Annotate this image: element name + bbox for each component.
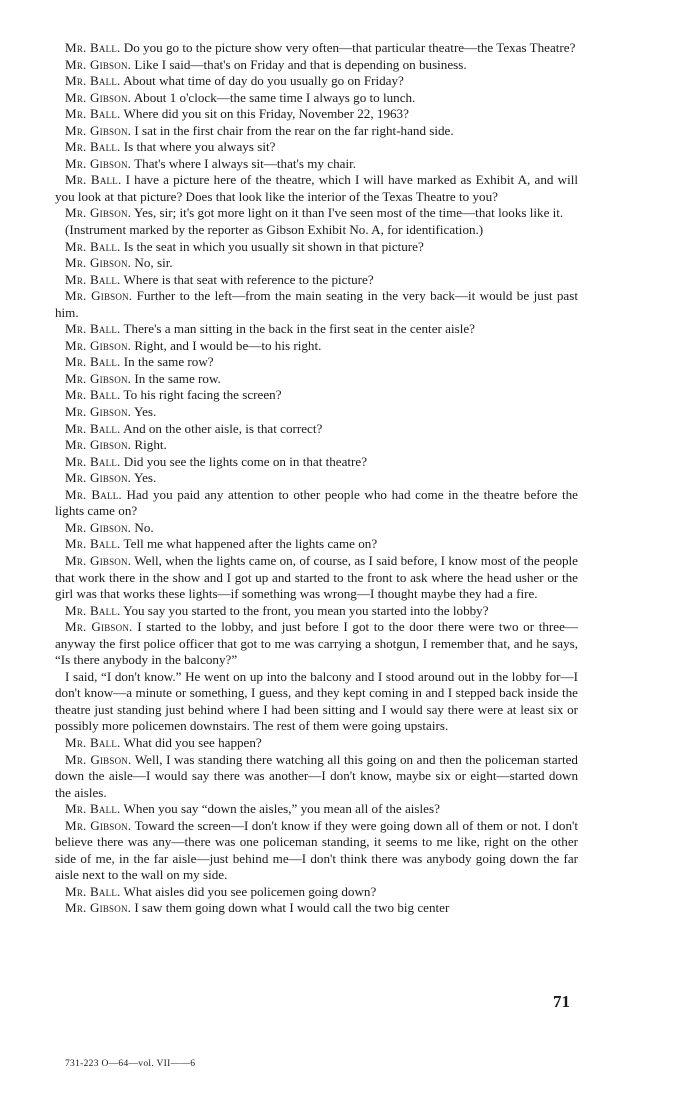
testimony-paragraph: [55, 371, 578, 388]
speaker-name: Mr. Ball.: [65, 40, 121, 55]
speaker-name: Mr. Ball.: [65, 139, 121, 155]
paragraph-text: About 1 o'clock—the same time I always go to lunch.: [133, 89, 416, 105]
speaker-name: Mr. Ball.: [65, 271, 121, 287]
testimony-paragraph: [55, 106, 578, 123]
speaker-name: Mr. Gibson.: [65, 817, 132, 833]
paragraph-text: There's a man sitting in the back in the first seat in the center aisle?: [123, 321, 475, 337]
speaker-name: Mr. Gibson.: [65, 470, 132, 486]
paragraph-text: In the same row?: [123, 354, 214, 370]
testimony-paragraph: [55, 553, 578, 603]
speaker-name: Mr. Gibson.: [65, 619, 133, 635]
testimony-paragraph: [55, 156, 578, 173]
speaker-name: Mr. Gibson.: [65, 751, 132, 767]
testimony-paragraph: [55, 172, 578, 205]
paragraph-text: Do you go to the picture show very often—that particular theatre—the Texas Theatre?: [123, 40, 576, 55]
note-paragraph: [55, 222, 578, 239]
paragraph-text: Yes.: [133, 404, 157, 420]
paragraph-text: I started to the lobby, and just before I got to the door there were two or three—anyway the first police officer that got to me was carrying a shotgun, I remember that, and he says, “Is there anybody in the balcony?”: [55, 619, 578, 668]
paragraph-text: When you say “down the aisles,” you mean all of the aisles?: [123, 801, 440, 817]
testimony-paragraph: [55, 437, 578, 454]
testimony-paragraph: [55, 404, 578, 421]
paragraph-text: No.: [134, 519, 154, 535]
paragraph-text: And on the other aisle, is that correct?: [123, 420, 323, 436]
paragraph-text: I saw them going down what I would call the two big center: [134, 900, 450, 916]
speaker-name: Mr. Ball.: [65, 420, 121, 436]
testimony-paragraph: [55, 818, 578, 884]
paragraph-text: Is the seat in which you usually sit shown in that picture?: [123, 238, 424, 254]
speaker-name: Mr. Ball.: [65, 321, 121, 337]
testimony-paragraph: [55, 354, 578, 371]
speaker-name: Mr. Gibson.: [65, 288, 133, 304]
paragraph-text: Toward the screen—I don't know if they were going down all of them or not. I don't believe there was any—there was one policeman standing, it seems to me like, right on the other side of me, in the far aisle—just behind me—I don't think there was anybody going down the far aisle next to the wall on my side.: [55, 817, 578, 883]
testimony-paragraph: [55, 239, 578, 256]
testimony-paragraph: [55, 387, 578, 404]
speaker-name: Mr. Ball.: [65, 536, 121, 552]
speaker-name: Mr. Gibson.: [65, 205, 132, 221]
paragraph-text: That's where I always sit—that's my chair.: [134, 155, 356, 171]
paragraph-text: I have a picture here of the theatre, which I will have marked as Exhibit A, and will you look at that picture? Does that look like the interior of the Texas Theatre to you?: [55, 172, 578, 204]
speaker-name: Mr. Ball.: [65, 734, 121, 750]
speaker-name: Mr. Ball.: [65, 883, 121, 899]
testimony-paragraph: [55, 801, 578, 818]
paragraph-text: You say you started to the front, you mean you started into the lobby?: [123, 602, 489, 618]
paragraph-text: Yes, sir; it's got more light on it than I've seen most of the time—that looks like it.: [133, 205, 564, 221]
print-footer: 731-223 O—64—vol. VII——6: [65, 1059, 196, 1069]
paragraph-text: Well, when the lights came on, of course, as I said before, I know most of the people that work there in the show and I got up and started to the front to ask where the head usher or the girl was that works these lights—if something was wrong—I thought maybe they had a fire.: [55, 552, 578, 602]
testimony-paragraph: [55, 272, 578, 289]
testimony-paragraph: [55, 57, 578, 74]
note-paragraph: [55, 669, 578, 735]
paragraph-text: Right, and I would be—to his right.: [134, 337, 322, 353]
speaker-name: Mr. Gibson.: [65, 89, 132, 105]
speaker-name: Mr. Gibson.: [65, 519, 132, 535]
paragraph-text: I sat in the first chair from the rear on the far right-hand side.: [134, 122, 454, 138]
speaker-name: Mr. Ball.: [65, 453, 121, 469]
testimony-paragraph: [55, 288, 578, 321]
speaker-name: Mr. Gibson.: [65, 255, 132, 271]
speaker-name: Mr. Gibson.: [65, 404, 132, 420]
testimony-paragraph: [55, 487, 578, 520]
testimony-paragraph: [55, 139, 578, 156]
paragraph-text: I said, “I don't know.” He went on up into the balcony and I stood around out in the lobby for—I don't know—a minute or something, I guess, and they kept coming in and I stepped back inside the theatre just standing just behind where I had been sitting and I would say there were at least six or possibly more policemen downstairs. The rest of them were going upstairs.: [55, 668, 578, 734]
testimony-paragraph: [55, 536, 578, 553]
speaker-name: Mr. Ball.: [65, 172, 122, 188]
testimony-body: [55, 40, 578, 917]
speaker-name: Mr. Gibson.: [65, 437, 132, 453]
testimony-paragraph: [55, 73, 578, 90]
paragraph-text: Right.: [134, 437, 167, 453]
paragraph-text: About what time of day do you usually go on Friday?: [123, 73, 404, 89]
testimony-paragraph: [55, 321, 578, 338]
testimony-paragraph: [55, 619, 578, 669]
paragraph-text: Is that where you always sit?: [123, 139, 276, 155]
paragraph-text: Where did you sit on this Friday, November 22, 1963?: [123, 106, 409, 122]
testimony-paragraph: [55, 90, 578, 107]
paragraph-text: Had you paid any attention to other people who had come in the theatre before the lights came on?: [55, 486, 578, 519]
speaker-name: Mr. Gibson.: [65, 337, 132, 353]
paragraph-text: What aisles did you see policemen going down?: [123, 883, 377, 899]
testimony-paragraph: [55, 454, 578, 471]
speaker-name: Mr. Ball.: [65, 486, 122, 502]
paragraph-text: Yes.: [133, 470, 157, 486]
paragraph-text: What did you see happen?: [123, 734, 262, 750]
testimony-paragraph: [55, 205, 578, 222]
paragraph-text: Well, I was standing there watching all this going on and then the policeman started down the aisle—I would say there was another—I don't know, maybe six or eight—started down the aisles.: [55, 751, 578, 800]
testimony-paragraph: [55, 884, 578, 901]
speaker-name: Mr. Ball.: [65, 387, 121, 403]
speaker-name: Mr. Gibson.: [65, 122, 132, 138]
testimony-paragraph: [55, 752, 578, 802]
paragraph-text: Further to the left—from the main seating in the very back—it would be just past him.: [55, 288, 578, 320]
testimony-paragraph: [55, 735, 578, 752]
testimony-paragraph: [55, 603, 578, 620]
speaker-name: Mr. Gibson.: [65, 900, 132, 916]
speaker-name: Mr. Ball.: [65, 238, 121, 254]
speaker-name: Mr. Ball.: [65, 106, 121, 122]
testimony-paragraph: [55, 338, 578, 355]
speaker-name: Mr. Ball.: [65, 801, 121, 817]
speaker-name: Mr. Gibson.: [65, 370, 132, 386]
testimony-paragraph: [55, 520, 578, 537]
speaker-name: Mr. Gibson.: [65, 552, 132, 568]
testimony-paragraph: [55, 900, 578, 917]
testimony-paragraph: [55, 40, 578, 57]
speaker-name: Mr. Ball.: [65, 73, 121, 89]
speaker-name: Mr. Ball.: [65, 602, 121, 618]
speaker-name: Mr. Gibson.: [65, 56, 132, 72]
testimony-paragraph: [55, 123, 578, 140]
paragraph-text: (Instrument marked by the reporter as Gibson Exhibit No. A, for identification.): [65, 222, 484, 238]
paragraph-text: No, sir.: [134, 255, 173, 271]
paragraph-text: To his right facing the screen?: [123, 387, 282, 403]
paragraph-text: Did you see the lights come on in that theatre?: [123, 453, 368, 469]
speaker-name: Mr. Gibson.: [65, 155, 132, 171]
paragraph-text: In the same row.: [134, 370, 221, 386]
paragraph-text: Where is that seat with reference to the picture?: [123, 271, 374, 287]
testimony-paragraph: [55, 470, 578, 487]
speaker-name: Mr. Ball.: [65, 354, 121, 370]
paragraph-text: Tell me what happened after the lights came on?: [123, 536, 378, 552]
paragraph-text: Like I said—that's on Friday and that is depending on business.: [134, 56, 467, 72]
page-number: 71: [553, 992, 570, 1011]
testimony-paragraph: [55, 421, 578, 438]
testimony-paragraph: [55, 255, 578, 272]
